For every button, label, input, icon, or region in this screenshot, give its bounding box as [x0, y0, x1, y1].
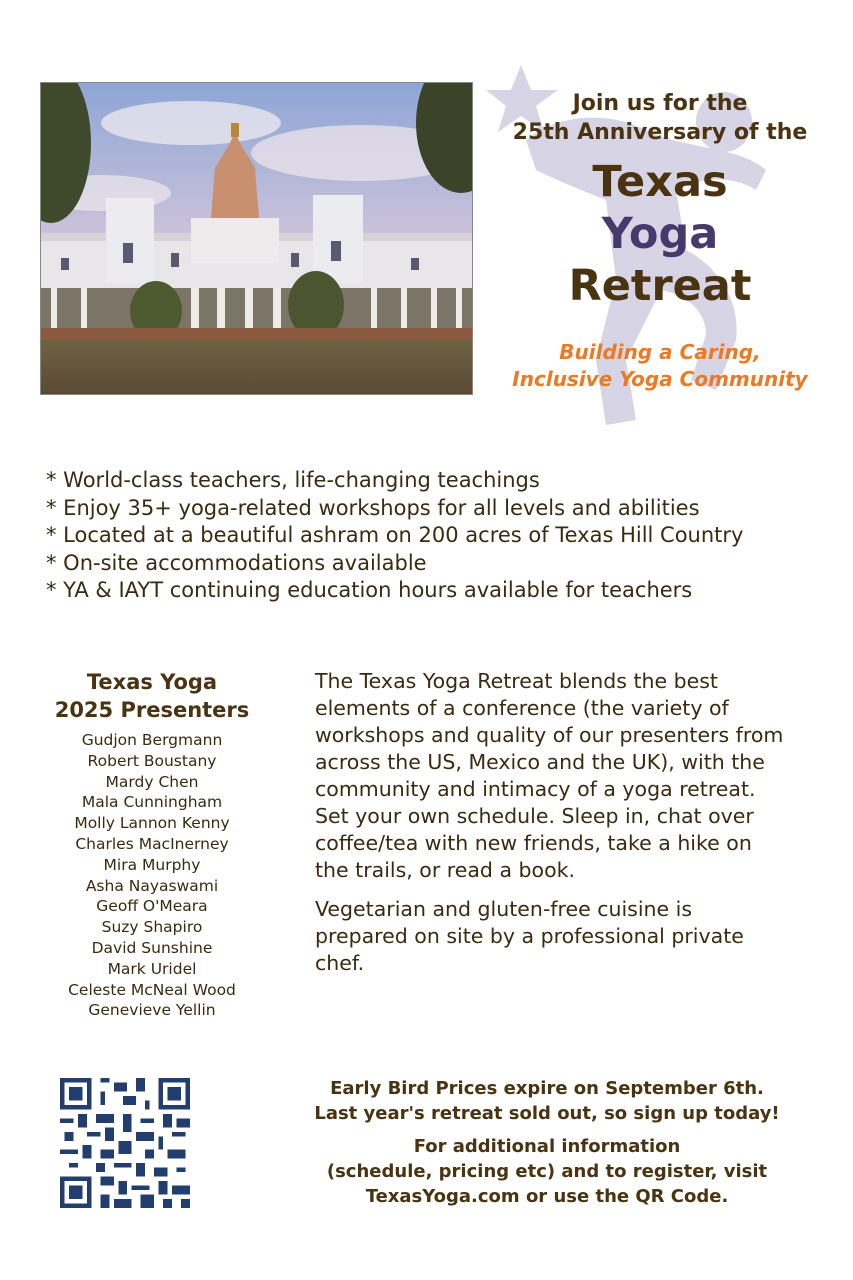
presenter-name: Charles MacInerney: [75, 834, 229, 853]
presenter-name: Asha Nayaswami: [85, 876, 219, 895]
presenter-name: Mark Uridel: [107, 959, 197, 978]
presenter-name: Gudjon Bergmann: [81, 731, 223, 749]
presenters-heading-line-1: Texas Yoga: [86, 670, 218, 694]
presenter-name: Mardy Chen: [105, 772, 199, 791]
ashram-building-photo: [40, 82, 473, 395]
presenters-heading-line-2: 2025 Presenters: [54, 698, 250, 722]
feature-item: * Located at a beautiful ashram on 200 acres of Texas Hill Country: [46, 523, 744, 548]
title-line-1: Texas: [592, 157, 728, 207]
feature-item: * World-class teachers, life-changing teachings: [46, 468, 540, 492]
info-line-2: (schedule, pricing etc) and to register, visit: [326, 1161, 768, 1182]
feature-list: [46, 467, 743, 605]
presenter-list: [40, 730, 264, 1021]
website-link[interactable]: TexasYoga.com or use the QR Code.: [365, 1186, 729, 1207]
title-line-3: Retreat: [568, 261, 752, 311]
qr-code-icon[interactable]: [60, 1078, 190, 1208]
presenter-name: Mala Cunningham: [81, 793, 223, 812]
tagline: [490, 339, 830, 393]
presenter-name: Robert Boustany: [87, 751, 217, 770]
tagline-line-2: Inclusive Yoga Community: [512, 367, 808, 391]
sold-out-notice: Last year's retreat sold out, so sign up today!: [314, 1103, 780, 1124]
call-to-action: [284, 1076, 810, 1217]
presenters-section: [40, 668, 264, 1021]
anniversary-intro: [490, 89, 830, 147]
presenter-name: Molly Lannon Kenny: [74, 814, 230, 833]
tagline-line-1: Building a Caring,: [559, 340, 761, 364]
feature-item: * Enjoy 35+ yoga-related workshops for all levels and abilities: [46, 495, 700, 520]
feature-item: * YA & IAYT continuing education hours available for teachers: [46, 578, 693, 603]
intro-line-2: 25th Anniversary of the: [512, 120, 808, 145]
title-line-2: Yoga: [601, 209, 719, 259]
presenter-name: Geoff O'Meara: [96, 897, 208, 916]
description-paragraph-2: Vegetarian and gluten-free cuisine is prepared on site by a professional private chef.: [315, 897, 744, 975]
presenter-name: David Sunshine: [91, 938, 213, 957]
presenter-name: Celeste McNeal Wood: [68, 980, 236, 999]
presenter-name: Suzy Shapiro: [101, 918, 203, 937]
retreat-description: [315, 668, 785, 989]
info-line-1: For additional information: [413, 1136, 681, 1157]
description-paragraph-1: The Texas Yoga Retreat blends the best elements of a conference (the variety of workshops and quality of our presenters from across the US, Mexico and the UK), with the community and intimacy of a yoga retreat. Set your own schedule. Sleep in, chat over coffee/tea with new friends, take a hike on the trails, or read a book.: [315, 669, 784, 882]
presenter-name: Genevieve Yellin: [88, 1001, 216, 1020]
early-bird-notice: Early Bird Prices expire on September 6th.: [330, 1078, 764, 1099]
feature-item: * On-site accommodations available: [46, 550, 427, 575]
intro-line-1: Join us for the: [572, 91, 748, 116]
event-title: [490, 156, 830, 312]
presenter-name: Mira Murphy: [103, 855, 201, 874]
presenters-heading: [40, 668, 264, 724]
